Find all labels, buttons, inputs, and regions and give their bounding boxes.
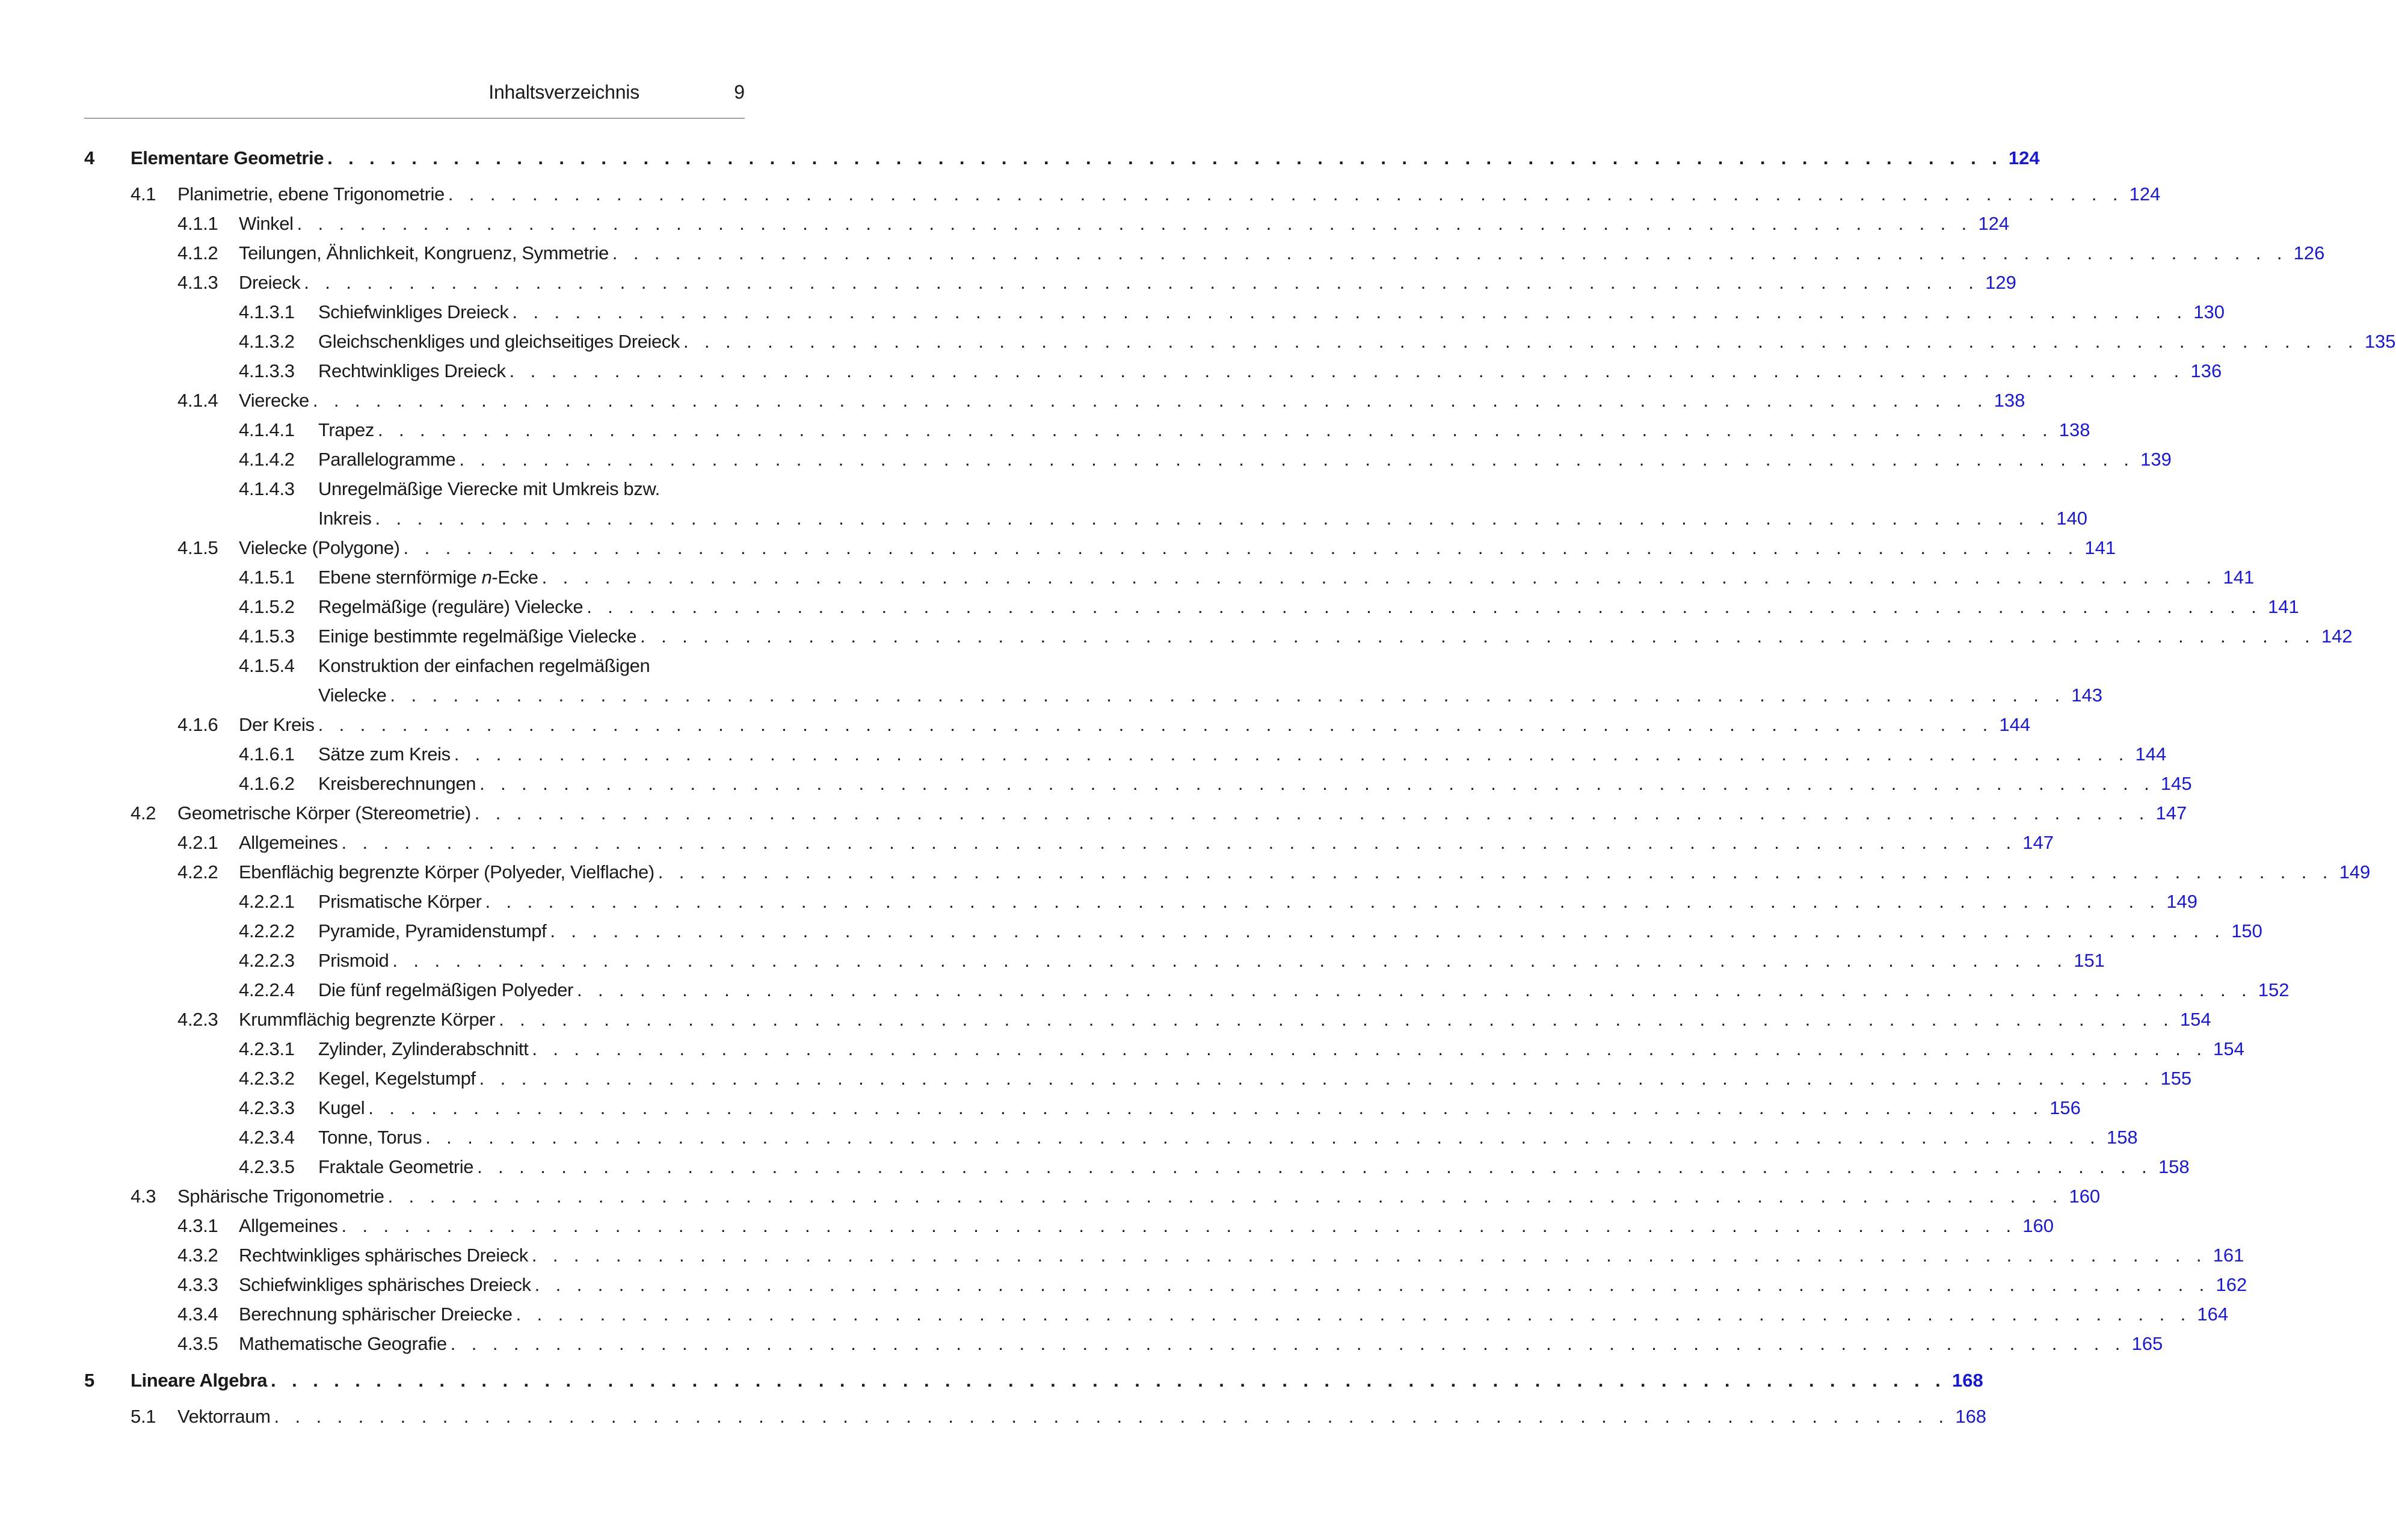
toc-entry-line (318, 739, 2167, 769)
toc-page-link[interactable]: 162 (2216, 1274, 2247, 1295)
toc-entry-title: Kugel (318, 1093, 368, 1123)
dot-leader: . . . . . . . . . . . . . . . . . . . . . . . . . . . . . . . . . . . . . . . . . . . . . . . . . . . . . . . . . . . . . . . . . . . . . . . . . . . . . . . . (454, 744, 2130, 765)
toc-entry-line (318, 887, 2198, 916)
toc-entry-number: 4.1.6.1 (239, 744, 295, 765)
toc-page-link[interactable]: 147 (2155, 802, 2187, 824)
toc-entry-line (239, 533, 2116, 562)
table-of-contents (84, 143, 2396, 1431)
toc-entry-title: Fraktale Geometrie (318, 1152, 477, 1181)
toc-entry-title-italic: n (481, 567, 492, 588)
toc-entry-line (318, 621, 2353, 651)
toc-entry[interactable] (84, 680, 2102, 710)
toc-entry-number: 4.3.4 (177, 1304, 218, 1325)
toc-entry[interactable] (84, 356, 2222, 386)
toc-page-link[interactable]: 129 (1985, 272, 2016, 293)
toc-entry-line (131, 1366, 1983, 1395)
toc-entry[interactable] (84, 828, 2054, 857)
dot-leader: . . . . . . . . . . . . . . . . . . . . . . . . . . . . . . . . . . . . . . . . . . . . . . . . . . . . . . . . . . . . . . . . . . . . . . . . . . . . . . . . (485, 891, 2161, 912)
toc-entry-number: 4.1.4.3 (239, 478, 295, 499)
toc-entry[interactable] (84, 386, 2025, 415)
toc-entry-title: Inkreis (318, 504, 375, 533)
dot-leader: . . . . . . . . . . . . . . . . . . . . . . . . . . . . . . . . . . . . . . . . . . . . . . . . . . . . . . . . . . . . . . . . . . . . . . . . . . . . . . . . (479, 1068, 2155, 1089)
toc-entry-number: 4.2.3.3 (239, 1097, 295, 1118)
toc-entry-line (239, 1211, 2054, 1240)
toc-entry-title: Gleichschenkliges und gleichseitiges Dreieck (318, 327, 683, 356)
toc-entry[interactable] (84, 710, 2031, 739)
dot-leader: . . . . . . . . . . . . . . . . . . . . . . . . . . . . . . . . . . . . . . . . . . . . . . . . . . . . . . . . . . . . . . . . . . . . . . . . . . . . . . . . (375, 508, 2051, 529)
toc-entry-line (239, 1005, 2211, 1034)
toc-entry-line (318, 946, 2105, 975)
toc-page-link[interactable]: 156 (2050, 1097, 2081, 1118)
toc-page-link[interactable]: 136 (2190, 360, 2222, 381)
toc-entry[interactable] (84, 268, 2016, 297)
toc-page-link[interactable]: 138 (1994, 390, 2025, 411)
toc-page-link[interactable]: 141 (2084, 537, 2116, 558)
toc-entry[interactable] (84, 946, 2105, 975)
toc-entry[interactable] (84, 1181, 2101, 1211)
toc-page-link[interactable]: 140 (2056, 508, 2088, 529)
dot-leader: . . . . . . . . . . . . . . . . . . . . . . . . . . . . . . . . . . . . . . . . . . . . . . . . . . . . . . . . . . . . . . . . . . . . . . . . . . . . . . . . (327, 147, 2003, 168)
toc-entry-line (318, 680, 2102, 710)
toc-page-link[interactable]: 150 (2231, 920, 2262, 941)
toc-entry-number: 4.3.3 (177, 1274, 218, 1295)
dot-leader: . . . . . . . . . . . . . . . . . . . . . . . . . . . . . . . . . . . . . . . . . . . . . . . . . . . . . . . . . . . . . . . . . . . . . . . . . . . . . . . . (403, 537, 2079, 558)
toc-page-link[interactable]: 143 (2071, 685, 2102, 706)
toc-entry-number: 4.1.5.2 (239, 596, 295, 617)
toc-entry-title: Rechtwinkliges sphärisches Dreieck (239, 1240, 532, 1270)
toc-entry-line (239, 710, 2031, 739)
dot-leader: . . . . . . . . . . . . . . . . . . . . . . . . . . . . . . . . . . . . . . . . . . . . . . . . . . . . . . . . . . . . . . . . . . . . . . . . . . . . . . . . (387, 1186, 2063, 1207)
toc-entry[interactable] (84, 1270, 2247, 1299)
toc-entry-line (239, 268, 2016, 297)
toc-entry-number: 4.1.4.2 (239, 449, 295, 470)
toc-entry-number: 4.1.4 (177, 390, 218, 411)
toc-entry-number: 4.2.3 (177, 1009, 218, 1030)
dot-leader: . . . . . . . . . . . . . . . . . . . . . . . . . . . . . . . . . . . . . . . . . . . . . . . . . . . . . . . . . . . . . . . . . . . . . . . . . . . . . . . . (531, 1245, 2207, 1266)
toc-entry-number: 4 (84, 147, 94, 168)
toc-entry-number: 4.2.2.4 (239, 979, 295, 1000)
toc-entry-number: 4.3.5 (177, 1333, 218, 1354)
toc-entry[interactable] (84, 621, 2353, 651)
toc-page-link[interactable]: 124 (1978, 213, 2010, 234)
toc-entry-title: Berechnung sphärischer Dreiecke (239, 1299, 516, 1329)
dot-leader: . . . . . . . . . . . . . . . . . . . . . . . . . . . . . . . . . . . . . . . . . . . . . . . . . . . . . . . . . . . . . . . . . . . . . . . . . . . . . . . . (392, 950, 2068, 971)
toc-entry-title: Sphärische Trigonometrie (177, 1181, 388, 1211)
toc-entry-line (239, 828, 2054, 857)
toc-entry-line (318, 651, 745, 680)
dot-leader: . . . . . . . . . . . . . . . . . . . . . . . . . . . . . . . . . . . . . . . . . . . . . . . . . . . . . . . . . . . . . . . . . . . . . . . . . . . . . . . . (541, 567, 2217, 588)
toc-entry[interactable] (84, 474, 745, 504)
toc-entry-number: 4.1.6 (177, 714, 218, 735)
toc-entry[interactable] (84, 887, 2198, 916)
toc-entry-line (239, 1240, 2244, 1270)
toc-entry-number: 4.1.5.4 (239, 655, 295, 676)
toc-entry-number: 4.2.1 (177, 832, 218, 853)
toc-entry-title: Teilungen, Ähnlichkeit, Kongruenz, Symmetrie (239, 238, 612, 268)
toc-entry-line (318, 297, 2225, 327)
toc-page-link[interactable]: 151 (2074, 950, 2105, 971)
toc-entry-title: Planimetrie, ebene Trigonometrie (177, 179, 448, 209)
toc-entry[interactable] (84, 504, 2088, 533)
toc-page-link[interactable]: 144 (2135, 744, 2167, 765)
toc-entry[interactable] (84, 916, 2262, 946)
toc-entry[interactable] (84, 445, 2172, 474)
dot-leader: . . . . . . . . . . . . . . . . . . . . . . . . . . . . . . . . . . . . . . . . . . . . . . . . . . . . . . . . . . . . . . . . . . . . . . . . . . . . . . . . (683, 331, 2359, 352)
toc-entry-line (131, 143, 2040, 173)
toc-entry-line (318, 592, 2299, 621)
toc-entry-title: Prismatische Körper (318, 887, 485, 916)
toc-entry[interactable] (84, 739, 2167, 769)
toc-entry-title: Allgemeines (239, 1211, 341, 1240)
toc-page-link[interactable]: 138 (2059, 419, 2090, 440)
dot-leader: . . . . . . . . . . . . . . . . . . . . . . . . . . . . . . . . . . . . . . . . . . . . . . . . . . . . . . . . . . . . . . . . . . . . . . . . . . . . . . . . (377, 419, 2053, 440)
toc-entry-number: 4.2.3.1 (239, 1038, 295, 1059)
toc-page-link[interactable]: 147 (2022, 832, 2054, 853)
toc-entry-line (318, 1093, 2081, 1123)
toc-page-link[interactable]: 124 (2008, 147, 2040, 168)
toc-entry-number: 4.1.5.3 (239, 626, 295, 647)
dot-leader: . . . . . . . . . . . . . . . . . . . . . . . . . . . . . . . . . . . . . . . . . . . . . . . . . . . . . . . . . . . . . . . . . . . . . . . . . . . . . . . . (587, 596, 2262, 617)
toc-entry[interactable] (84, 798, 2187, 828)
toc-entry-line (177, 1402, 1987, 1431)
toc-entry-line (177, 179, 2161, 209)
toc-entry-title: Lineare Algebra (131, 1366, 271, 1395)
toc-entry-number: 4.2.2.3 (239, 950, 295, 971)
toc-entry-number: 4.1.1 (177, 213, 218, 234)
toc-page-link[interactable]: 124 (2129, 183, 2161, 205)
toc-entry-number: 4.2.2 (177, 861, 218, 882)
toc-page-link[interactable]: 155 (2160, 1068, 2192, 1089)
dot-leader: . . . . . . . . . . . . . . . . . . . . . . . . . . . . . . . . . . . . . . . . . . . . . . . . . . . . . . . . . . . . . . . . . . . . . . . . . . . . . . . . (425, 1127, 2101, 1148)
toc-page-link[interactable]: 149 (2339, 861, 2371, 882)
toc-entry-line (239, 386, 2025, 415)
toc-entry-line (239, 238, 2325, 268)
toc-page-link[interactable]: 152 (2258, 979, 2290, 1000)
toc-entry-title: Rechtwinkliges Dreieck (318, 356, 510, 386)
toc-entry[interactable] (84, 1005, 2211, 1034)
toc-entry-title-part: -Ecke (491, 567, 538, 588)
dot-leader: . . . . . . . . . . . . . . . . . . . . . . . . . . . . . . . . . . . . . . . . . . . . . . . . . . . . . . . . . . . . . . . . . . . . . . . . . . . . . . . . (474, 802, 2150, 824)
toc-entry[interactable] (84, 1123, 2138, 1152)
toc-entry-number: 5 (84, 1370, 94, 1391)
toc-entry-title: Zylinder, Zylinderabschnitt (318, 1034, 532, 1064)
toc-entry[interactable] (84, 238, 2325, 268)
toc-entry-line (239, 1270, 2247, 1299)
dot-leader: . . . . . . . . . . . . . . . . . . . . . . . . . . . . . . . . . . . . . . . . . . . . . . . . . . . . . . . . . . . . . . . . . . . . . . . . . . . . . . . . (509, 360, 2185, 381)
toc-page-link[interactable]: 149 (2166, 891, 2198, 912)
toc-entry-line (318, 769, 2192, 798)
toc-entry[interactable] (84, 592, 2299, 621)
toc-page-link[interactable]: 141 (2223, 567, 2255, 588)
dot-leader: . . . . . . . . . . . . . . . . . . . . . . . . . . . . . . . . . . . . . . . . . . . . . . . . . . . . . . . . . . . . . . . . . . . . . . . . . . . . . . . . (312, 390, 1988, 411)
toc-entry-number: 5.1 (131, 1406, 156, 1427)
toc-entry-title: Ebenflächig begrenzte Körper (Polyeder, Vielflache) (239, 857, 658, 887)
toc-entry-title: Einige bestimmte regelmäßige Vielecke (318, 621, 640, 651)
toc-entry-line (239, 209, 2010, 238)
toc-entry-title (318, 562, 542, 592)
toc-entry-number: 4.2.3.2 (239, 1068, 295, 1089)
dot-leader: . . . . . . . . . . . . . . . . . . . . . . . . . . . . . . . . . . . . . . . . . . . . . . . . . . . . . . . . . . . . . . . . . . . . . . . . . . . . . . . . (516, 1304, 2191, 1325)
dot-leader: . . . . . . . . . . . . . . . . . . . . . . . . . . . . . . . . . . . . . . . . . . . . . . . . . . . . . . . . . . . . . . . . . . . . . . . . . . . . . . . . (499, 1009, 2174, 1030)
toc-entry[interactable] (84, 1329, 2163, 1358)
toc-entry-title: Schiefwinkliges sphärisches Dreieck (239, 1270, 535, 1299)
page-number: 9 (734, 81, 745, 103)
toc-page-link[interactable]: 141 (2268, 596, 2299, 617)
dot-leader: . . . . . . . . . . . . . . . . . . . . . . . . . . . . . . . . . . . . . . . . . . . . . . . . . . . . . . . . . . . . . . . . . . . . . . . . . . . . . . . . (390, 685, 2065, 706)
toc-entry-number: 4.1.2 (177, 242, 218, 263)
toc-entry-title: Krummflächig begrenzte Körper (239, 1005, 499, 1034)
toc-entry-line (177, 798, 2187, 828)
toc-entry[interactable] (84, 1240, 2244, 1270)
dot-leader: . . . . . . . . . . . . . . . . . . . . . . . . . . . . . . . . . . . . . . . . . . . . . . . . . . . . . . . . . . . . . . . . . . . . . . . . . . . . . . . . (479, 773, 2155, 794)
page-header (84, 81, 745, 110)
dot-leader: . . . . . . . . . . . . . . . . . . . . . . . . . . . . . . . . . . . . . . . . . . . . . . . . . . . . . . . . . . . . . . . . . . . . . . . . . . . . . . . . (297, 213, 1973, 234)
toc-entry-title: Kreisberechnungen (318, 769, 479, 798)
dot-leader: . . . . . . . . . . . . . . . . . . . . . . . . . . . . . . . . . . . . . . . . . . . . . . . . . . . . . . . . . . . . . . . . . . . . . . . . . . . . . . . . (304, 272, 1979, 293)
toc-entry-number: 4.1.4.1 (239, 419, 295, 440)
toc-entry-number: 4.2.3.5 (239, 1156, 295, 1177)
toc-entry-line (318, 356, 2222, 386)
toc-entry[interactable] (84, 651, 745, 680)
toc-entry-title: Regelmäßige (reguläre) Vielecke (318, 592, 587, 621)
toc-entry-title: Prismoid (318, 946, 392, 975)
toc-entry-title: Pyramide, Pyramidenstumpf (318, 916, 550, 946)
toc-chapter-entry[interactable] (84, 143, 2040, 179)
toc-entry-line (318, 327, 2396, 356)
toc-entry-number: 4.3.2 (177, 1245, 218, 1266)
toc-page-link[interactable]: 165 (2131, 1333, 2163, 1354)
toc-entry[interactable] (84, 179, 2161, 209)
toc-page-link[interactable]: 168 (1951, 1370, 1983, 1391)
toc-entry-line (318, 975, 2290, 1005)
toc-entry-title: Schiefwinkliges Dreieck (318, 297, 512, 327)
dot-leader: . . . . . . . . . . . . . . . . . . . . . . . . . . . . . . . . . . . . . . . . . . . . . . . . . . . . . . . . . . . . . . . . . . . . . . . . . . . . . . . . (550, 920, 2225, 941)
toc-entry-number: 4.2 (131, 802, 156, 824)
toc-entry-line (318, 916, 2262, 946)
toc-entry-line (239, 857, 2371, 887)
toc-entry-line (318, 504, 2088, 533)
toc-entry-number: 4.3 (131, 1186, 156, 1207)
toc-page-link[interactable]: 161 (2213, 1245, 2244, 1266)
dot-leader: . . . . . . . . . . . . . . . . . . . . . . . . . . . . . . . . . . . . . . . . . . . . . . . . . . . . . . . . . . . . . . . . . . . . . . . . . . . . . . . . (459, 449, 2134, 470)
toc-entry[interactable] (84, 209, 2010, 238)
toc-page-link[interactable]: 126 (2293, 242, 2325, 263)
toc-page-link[interactable]: 154 (2179, 1009, 2211, 1030)
toc-page-link[interactable]: 154 (2213, 1038, 2244, 1059)
toc-page-link[interactable]: 160 (2069, 1186, 2101, 1207)
toc-entry-number: 4.2.3.4 (239, 1127, 295, 1148)
dot-leader: . . . . . . . . . . . . . . . . . . . . . . . . . . . . . . . . . . . . . . . . . . . . . . . . . . . . . . . . . . . . . . . . . . . . . . . . . . . . . . . . (534, 1274, 2210, 1295)
header-rule (84, 118, 745, 119)
toc-entry-number: 4.1.5.1 (239, 567, 295, 588)
toc-chapter-entry[interactable] (84, 1366, 1983, 1402)
toc-entry-line (318, 1123, 2138, 1152)
toc-entry[interactable] (84, 1152, 2190, 1181)
toc-entry-number: 4.1.3.3 (239, 360, 295, 381)
toc-entry-title: Geometrische Körper (Stereometrie) (177, 798, 475, 828)
toc-page-link[interactable]: 142 (2321, 626, 2353, 647)
toc-entry[interactable] (84, 1064, 2192, 1093)
dot-leader: . . . . . . . . . . . . . . . . . . . . . . . . . . . . . . . . . . . . . . . . . . . . . . . . . . . . . . . . . . . . . . . . . . . . . . . . . . . . . . . . (274, 1406, 1950, 1427)
dot-leader: . . . . . . . . . . . . . . . . . . . . . . . . . . . . . . . . . . . . . . . . . . . . . . . . . . . . . . . . . . . . . . . . . . . . . . . . . . . . . . . . (448, 183, 2123, 205)
toc-page-link[interactable]: 135 (2364, 331, 2396, 352)
toc-entry[interactable] (84, 533, 2116, 562)
dot-leader: . . . . . . . . . . . . . . . . . . . . . . . . . . . . . . . . . . . . . . . . . . . . . . . . . . . . . . . . . . . . . . . . . . . . . . . . . . . . . . . . (341, 1215, 2017, 1236)
toc-entry-title: Konstruktion der einfachen regelmäßigen (318, 651, 653, 680)
toc-entry[interactable] (84, 1299, 2229, 1329)
toc-entry-number: 4.2.2.2 (239, 920, 295, 941)
dot-leader: . . . . . . . . . . . . . . . . . . . . . . . . . . . . . . . . . . . . . . . . . . . . . . . . . . . . . . . . . . . . . . . . . . . . . . . . . . . . . . . . (612, 242, 2288, 263)
dot-leader: . . . . . . . . . . . . . . . . . . . . . . . . . . . . . . . . . . . . . . . . . . . . . . . . . . . . . . . . . . . . . . . . . . . . . . . . . . . . . . . . (271, 1370, 1946, 1391)
toc-entry[interactable] (84, 857, 2371, 887)
toc-entry[interactable] (84, 415, 2090, 445)
toc-entry-title: Parallelogramme (318, 445, 459, 474)
toc-entry-line (318, 1152, 2190, 1181)
toc-entry[interactable] (84, 769, 2192, 798)
toc-entry-line (318, 1064, 2192, 1093)
toc-entry-title: Allgemeines (239, 828, 341, 857)
toc-entry-title: Kegel, Kegelstumpf (318, 1064, 479, 1093)
dot-leader: . . . . . . . . . . . . . . . . . . . . . . . . . . . . . . . . . . . . . . . . . . . . . . . . . . . . . . . . . . . . . . . . . . . . . . . . . . . . . . . . (576, 979, 2252, 1000)
toc-entry[interactable] (84, 562, 2255, 592)
toc-entry[interactable] (84, 1034, 2244, 1064)
toc-entry-title: Winkel (239, 209, 297, 238)
toc-page-link[interactable]: 168 (1955, 1406, 1987, 1427)
toc-entry-title: Trapez (318, 415, 378, 445)
toc-entry-number: 4.2.2.1 (239, 891, 295, 912)
toc-page-link[interactable]: 130 (2193, 301, 2225, 322)
toc-entry-title: Vielecke (318, 680, 390, 710)
toc-entry-number: 4.1.3.2 (239, 331, 295, 352)
toc-page-link[interactable]: 160 (2022, 1215, 2054, 1236)
dot-leader: . . . . . . . . . . . . . . . . . . . . . . . . . . . . . . . . . . . . . . . . . . . . . . . . . . . . . . . . . . . . . . . . . . . . . . . . . . . . . . . . (341, 832, 2017, 853)
running-title: Inhaltsverzeichnis (488, 81, 639, 103)
toc-entry-number: 4.1.3.1 (239, 301, 295, 322)
toc-entry-title: Vektorraum (177, 1402, 274, 1431)
toc-entry-title-part: Ebene sternförmige (318, 567, 482, 588)
toc-entry[interactable] (84, 1093, 2081, 1123)
toc-page-link[interactable]: 145 (2160, 773, 2192, 794)
toc-entry-title: Der Kreis (239, 710, 318, 739)
toc-entry-line (177, 1181, 2101, 1211)
toc-entry-title: Mathematische Geografie (239, 1329, 451, 1358)
toc-entry-title: Dreieck (239, 268, 304, 297)
toc-entry-line (318, 1034, 2244, 1064)
toc-page-link[interactable]: 158 (2158, 1156, 2190, 1177)
toc-entry[interactable] (84, 975, 2290, 1005)
dot-leader: . . . . . . . . . . . . . . . . . . . . . . . . . . . . . . . . . . . . . . . . . . . . . . . . . . . . . . . . . . . . . . . . . . . . . . . . . . . . . . . . (477, 1156, 2152, 1177)
dot-leader: . . . . . . . . . . . . . . . . . . . . . . . . . . . . . . . . . . . . . . . . . . . . . . . . . . . . . . . . . . . . . . . . . . . . . . . . . . . . . . . . (318, 714, 1994, 735)
toc-entry[interactable] (84, 327, 2396, 356)
toc-entry-title: Tonne, Torus (318, 1123, 425, 1152)
toc-page-link[interactable]: 139 (2140, 449, 2172, 470)
toc-entry-title: Sätze zum Kreis (318, 739, 454, 769)
toc-entry[interactable] (84, 1211, 2054, 1240)
toc-entry-line (318, 474, 745, 504)
toc-entry-title: Unregelmäßige Vierecke mit Umkreis bzw. (318, 474, 664, 504)
toc-entry-number: 4.3.1 (177, 1215, 218, 1236)
toc-entry[interactable] (84, 1402, 1987, 1431)
dot-leader: . . . . . . . . . . . . . . . . . . . . . . . . . . . . . . . . . . . . . . . . . . . . . . . . . . . . . . . . . . . . . . . . . . . . . . . . . . . . . . . . (450, 1333, 2126, 1354)
dot-leader: . . . . . . . . . . . . . . . . . . . . . . . . . . . . . . . . . . . . . . . . . . . . . . . . . . . . . . . . . . . . . . . . . . . . . . . . . . . . . . . . (368, 1097, 2043, 1118)
toc-entry-number: 4.1.5 (177, 537, 218, 558)
toc-entry-number: 4.1.6.2 (239, 773, 295, 794)
dot-leader: . . . . . . . . . . . . . . . . . . . . . . . . . . . . . . . . . . . . . . . . . . . . . . . . . . . . . . . . . . . . . . . . . . . . . . . . . . . . . . . . (658, 861, 2333, 882)
toc-entry-title: Die fünf regelmäßigen Polyeder (318, 975, 577, 1005)
toc-entry-line (239, 1329, 2163, 1358)
toc-entry-title: Vierecke (239, 386, 313, 415)
toc-entry-line (318, 445, 2172, 474)
dot-leader: . . . . . . . . . . . . . . . . . . . . . . . . . . . . . . . . . . . . . . . . . . . . . . . . . . . . . . . . . . . . . . . . . . . . . . . . . . . . . . . . (640, 626, 2315, 647)
toc-entry-title: Elementare Geometrie (131, 143, 327, 173)
toc-entry[interactable] (84, 297, 2225, 327)
toc-entry-number: 4.1 (131, 183, 156, 205)
toc-entry-line (318, 562, 2255, 592)
toc-entry-line (318, 415, 2090, 445)
toc-entry-line (239, 1299, 2229, 1329)
toc-page-link[interactable]: 164 (2197, 1304, 2229, 1325)
toc-entry-title: Vielecke (Polygone) (239, 533, 404, 562)
dot-leader: . . . . . . . . . . . . . . . . . . . . . . . . . . . . . . . . . . . . . . . . . . . . . . . . . . . . . . . . . . . . . . . . . . . . . . . . . . . . . . . . (512, 301, 2187, 322)
toc-page-link[interactable]: 144 (1999, 714, 2031, 735)
toc-entry-number: 4.1.3 (177, 272, 218, 293)
toc-page-link[interactable]: 158 (2106, 1127, 2138, 1148)
dot-leader: . . . . . . . . . . . . . . . . . . . . . . . . . . . . . . . . . . . . . . . . . . . . . . . . . . . . . . . . . . . . . . . . . . . . . . . . . . . . . . . . (532, 1038, 2207, 1059)
